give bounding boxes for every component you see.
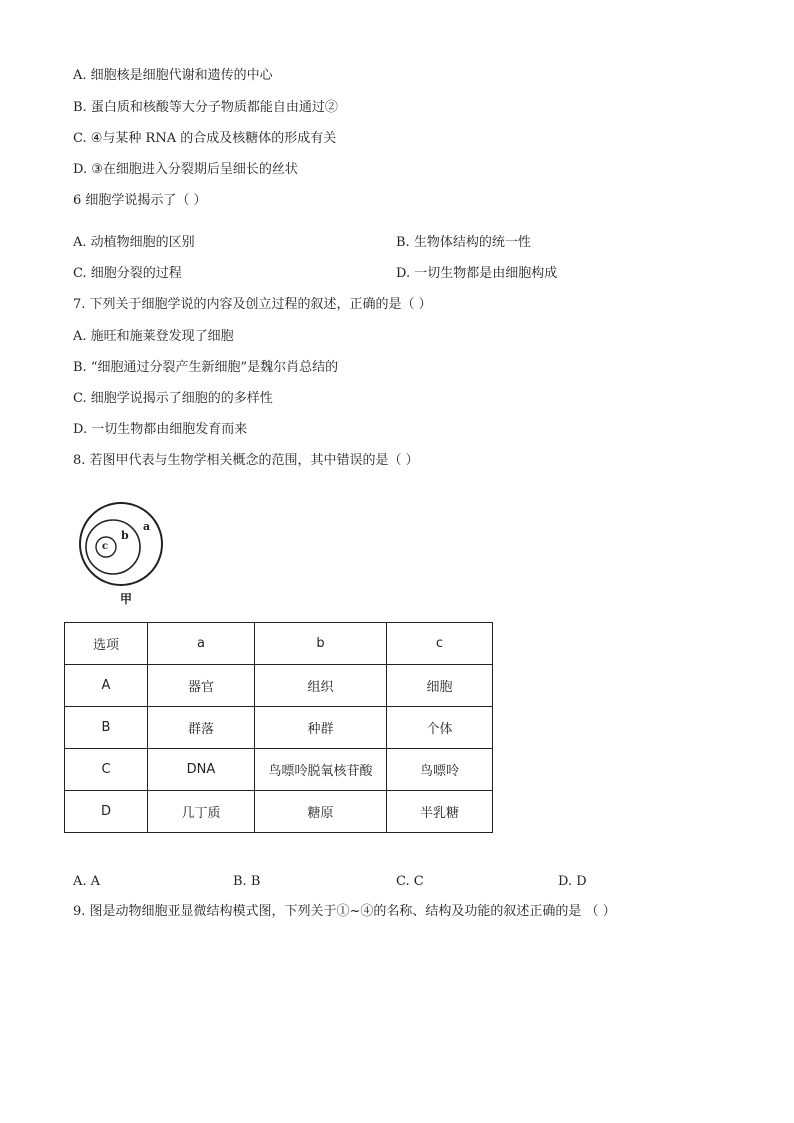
q6-option-c: C. 细胞分裂的过程 (73, 266, 182, 281)
table-cell: 器官 (148, 665, 255, 707)
table-header-cell: 选项 (65, 623, 148, 665)
table-row (65, 665, 493, 707)
middle-circle (86, 520, 140, 574)
table-row (65, 749, 493, 791)
table-cell: 种群 (255, 707, 387, 749)
q6-option-a: A. 动植物细胞的区别 (73, 235, 195, 250)
table-header-cell: b (255, 623, 387, 665)
q5-option-b: B. 蛋白质和核酸等大分子物质都能自由通过② (73, 100, 338, 115)
q8-stem: 8. 若图甲代表与生物学相关概念的范围，其中错误的是（ ） (73, 453, 419, 468)
q8-option-a: A. A (73, 874, 101, 889)
q5-option-a: A. 细胞核是细胞代谢和遗传的中心 (73, 68, 273, 83)
q5-option-d: D. ③在细胞进入分裂期后呈细长的丝状 (73, 162, 298, 177)
q6-option-b: B. 生物体结构的统一性 (396, 235, 531, 250)
table-cell: 个体 (387, 707, 493, 749)
q7-stem: 7. 下列关于细胞学说的内容及创立过程的叙述，正确的是（ ） (73, 297, 432, 312)
table-cell: 细胞 (387, 665, 493, 707)
table-cell: 半乳糖 (387, 791, 493, 833)
table-cell: A (65, 665, 148, 707)
table-cell: DNA (148, 749, 255, 791)
q8-option-c: C. C (396, 874, 424, 889)
table-row (65, 707, 493, 749)
table-header-cell: c (387, 623, 493, 665)
label-c: c (102, 541, 109, 552)
q8-option-b: B. B (233, 874, 261, 889)
q8-table (64, 622, 493, 833)
table-cell: B (65, 707, 148, 749)
label-b: b (121, 529, 129, 542)
table-row (65, 791, 493, 833)
q7-option-a: A. 施旺和施莱登发现了细胞 (73, 329, 234, 344)
table-cell: 几丁质 (148, 791, 255, 833)
q8-option-d: D. D (558, 874, 587, 889)
table-header-row (65, 623, 493, 665)
figure-caption: 甲 (119, 592, 133, 606)
table-cell: 糖原 (255, 791, 387, 833)
table-cell: C (65, 749, 148, 791)
q5-option-c: C. ④与某种 RNA 的合成及核糖体的形成有关 (73, 131, 337, 146)
q7-option-c: C. 细胞学说揭示了细胞的的多样性 (73, 391, 273, 406)
q7-option-d: D. 一切生物都由细胞发育而来 (73, 422, 248, 437)
table-cell: 组织 (255, 665, 387, 707)
table-cell: D (65, 791, 148, 833)
label-a: a (143, 520, 151, 533)
table-cell: 鸟嘌呤脱氧核苷酸 (255, 749, 387, 791)
q9-stem: 9. 图是动物细胞亚显微结构模式图，下列关于①~④的名称、结构及功能的叙述正确的是 （ ） (73, 904, 616, 919)
q7-option-b: B. “细胞通过分裂产生新细胞”是魏尔肖总结的 (73, 360, 339, 375)
table-cell: 鸟嘌呤 (387, 749, 493, 791)
table-cell: 群落 (148, 707, 255, 749)
table-header-cell: a (148, 623, 255, 665)
q6-stem: 6 细胞学说揭示了（ ） (73, 193, 207, 208)
concept-diagram (78, 500, 168, 608)
q6-option-d: D. 一切生物都是由细胞构成 (396, 266, 558, 281)
